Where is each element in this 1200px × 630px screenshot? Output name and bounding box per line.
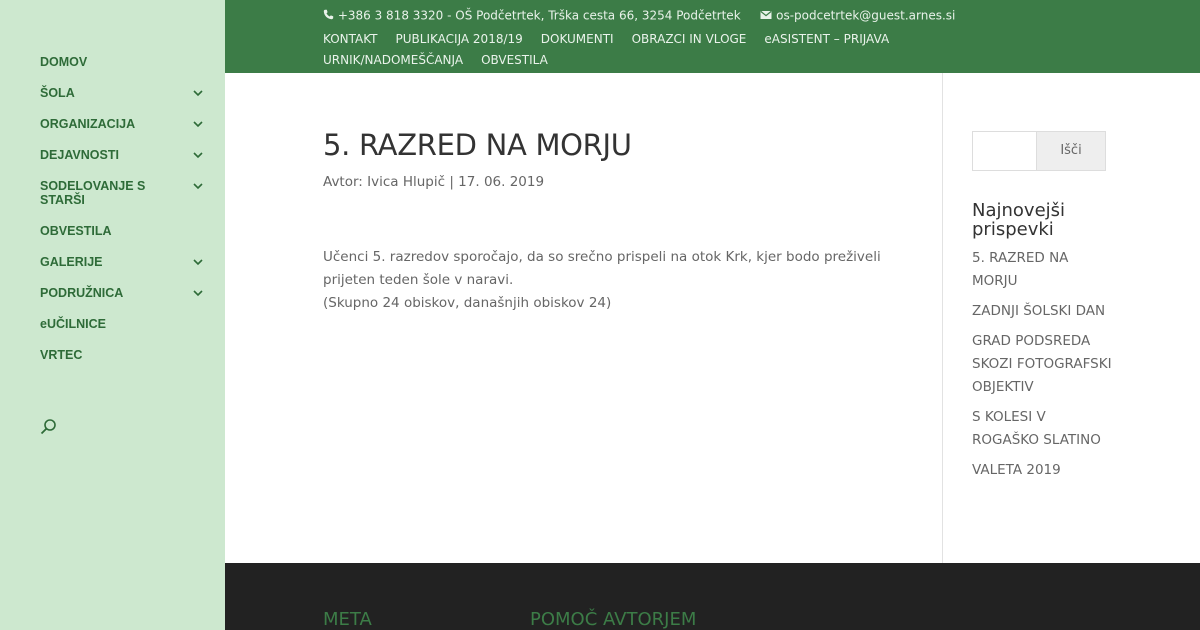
top-menu-publikacija[interactable]: PUBLIKACIJA 2018/19 (395, 32, 523, 46)
visit-counter: (Skupno 24 obiskov, današnjih obiskov 24) (323, 295, 612, 311)
sidebar-item-label: GALERIJE (40, 255, 103, 269)
sidebar-item-obvestila[interactable] (40, 224, 210, 238)
chevron-down-icon[interactable] (192, 149, 204, 161)
phone-icon (323, 9, 334, 23)
sidebar-menu (40, 55, 210, 379)
sidebar-item-label: DOMOV (40, 55, 88, 69)
top-menu-dokumenti[interactable]: DOKUMENTI (540, 32, 614, 46)
search-form (972, 131, 1106, 171)
sidebar-item-label: eUČILNICE (40, 317, 106, 331)
search-button[interactable]: Išči (1036, 131, 1106, 171)
sidebar-item-label: VRTEC (40, 348, 83, 362)
sidebar-item-label: ORGANIZACIJA (40, 117, 136, 131)
mail-icon (760, 9, 772, 23)
chevron-down-icon[interactable] (192, 287, 204, 299)
sidebar-item-eucilnice[interactable] (40, 317, 210, 331)
search-icon[interactable] (40, 418, 60, 438)
sidebar-item-label: DEJAVNOSTI (40, 148, 119, 162)
top-menu-obrazci[interactable]: OBRAZCI IN VLOGE (631, 32, 747, 46)
sidebar-item-label: SODELOVANJE S STARŠI (40, 179, 146, 207)
recent-post-link[interactable]: VALETA 2019 (972, 462, 1061, 478)
main-content (323, 128, 883, 315)
sidebar-item-label: OBVESTILA (40, 224, 112, 238)
sidebar-item-domov[interactable] (40, 55, 210, 69)
sidebar-item-dejavnosti[interactable] (40, 148, 210, 162)
chevron-down-icon[interactable] (192, 87, 204, 99)
recent-post-link[interactable]: 5. RAZRED NA MORJU (972, 250, 1069, 289)
phone-text: +386 3 818 3320 - OŠ Podčetrtek, Trška cesta 66, 3254 Podčetrtek (337, 8, 741, 23)
contact-info (323, 8, 955, 23)
top-menu-urnik[interactable]: URNIK/NADOMEŠČANJA (323, 53, 464, 67)
footer-help-title: POMOČ AVTORJEM (530, 609, 697, 630)
recent-post-link[interactable]: ZADNJI ŠOLSKI DAN (972, 303, 1106, 319)
recent-post-link[interactable]: GRAD PODSREDA SKOZI FOTOGRAFSKI OBJEKTIV (972, 333, 1112, 395)
chevron-down-icon[interactable] (192, 180, 204, 192)
footer-meta-title: META (323, 609, 372, 630)
sidebar-item-sodelovanje-s-starsi[interactable] (40, 179, 210, 207)
post-meta: Avtor: Ivica Hlupič | 17. 06. 2019 (323, 174, 545, 190)
email-link[interactable]: os-podcetrtek@guest.arnes.si (776, 8, 956, 23)
sidebar-item-organizacija[interactable] (40, 117, 210, 131)
top-menu-kontakt[interactable]: KONTAKT (323, 32, 378, 46)
top-menu (323, 29, 1063, 71)
post-paragraph: Učenci 5. razredov sporočajo, da so srečno prispeli na otok Krk, kjer bodo preživeli prijeten teden šole v naravi. (323, 249, 881, 288)
footer (225, 563, 1200, 630)
sidebar-item-label: ŠOLA (40, 86, 75, 100)
top-menu-obvestila[interactable]: OBVESTILA (481, 53, 548, 67)
recent-posts-list (972, 247, 1112, 489)
sidebar-item-vrtec[interactable] (40, 348, 210, 362)
left-sidebar (0, 0, 225, 630)
sidebar-divider (942, 73, 943, 563)
recent-post-link[interactable]: S KOLESI V ROGAŠKO SLATINO (972, 409, 1101, 448)
top-header (225, 0, 1200, 73)
recent-posts-title: Najnovejši prispevki (972, 200, 1066, 240)
top-menu-easistent[interactable]: eASISTENT – PRIJAVA (764, 32, 890, 46)
post-title: 5. RAZRED NA MORJU (323, 128, 632, 162)
chevron-down-icon[interactable] (192, 256, 204, 268)
sidebar-item-podruznica[interactable] (40, 286, 210, 300)
sidebar-item-galerije[interactable] (40, 255, 210, 269)
sidebar-item-sola[interactable] (40, 86, 210, 100)
search-input[interactable] (972, 131, 1036, 171)
sidebar-item-label: PODRUŽNICA (40, 286, 124, 300)
chevron-down-icon[interactable] (192, 118, 204, 130)
post-body (323, 246, 883, 315)
